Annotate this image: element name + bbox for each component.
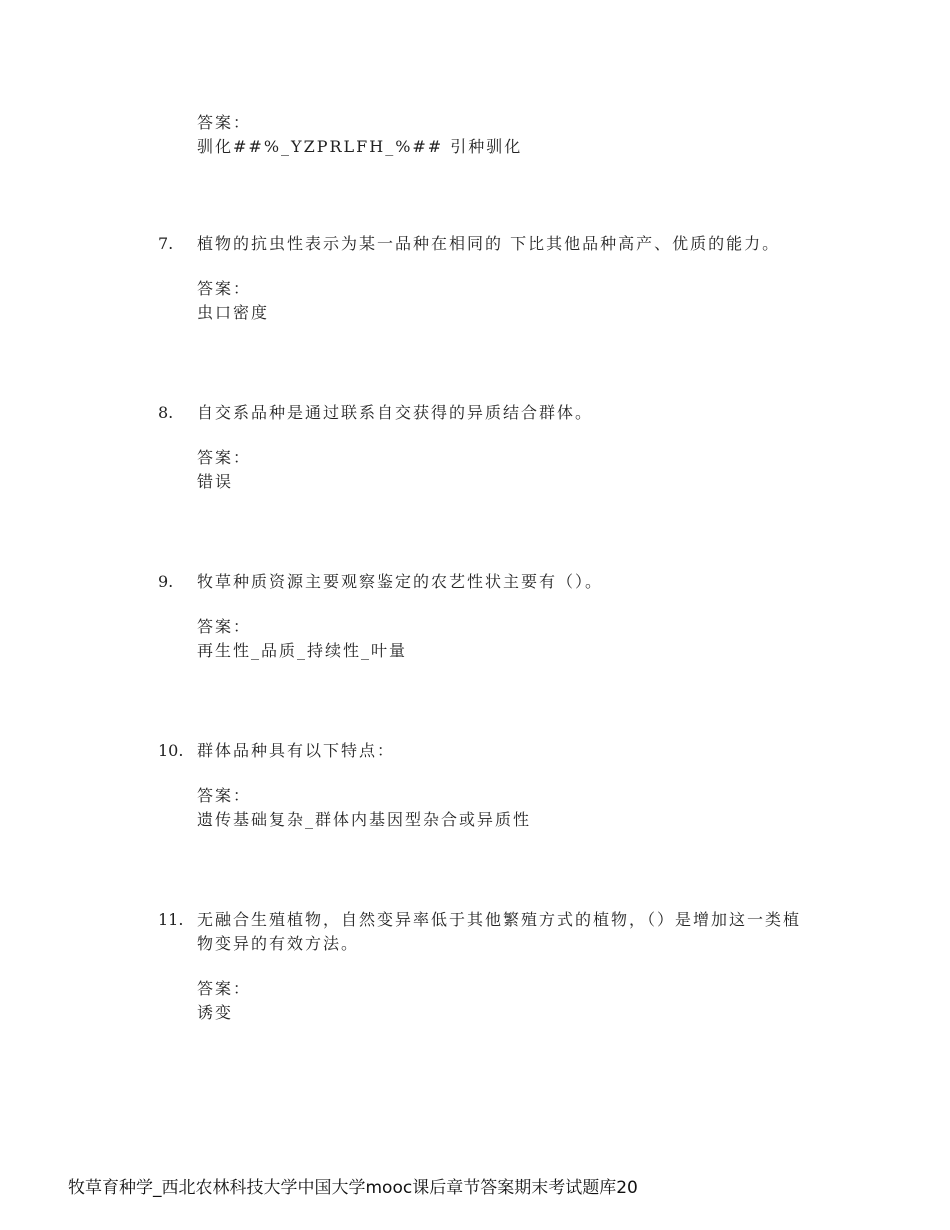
answer-label: 答案： bbox=[197, 979, 252, 998]
top-answer bbox=[197, 111, 522, 159]
answer-text: 错误 bbox=[197, 472, 234, 491]
question-number: 9. bbox=[158, 572, 174, 591]
question-text: 植物的抗虫性表示为某一品种在相同的 下比其他品种高产、优质的能力。 bbox=[197, 234, 781, 253]
answer-label: 答案： bbox=[197, 279, 252, 298]
answer-label: 答案： bbox=[197, 448, 252, 467]
answer-text: 驯化##%_YZPRLFH_%## 引种驯化 bbox=[197, 137, 523, 156]
answer-label: 答案： bbox=[197, 113, 252, 132]
question-answer bbox=[197, 277, 818, 325]
question-answer bbox=[197, 977, 818, 1025]
page-footer: 牧草育种学_西北农林科技大学中国大学mooc课后章节答案期末考试题库20 bbox=[68, 1178, 638, 1198]
question-answer bbox=[197, 784, 818, 832]
question-9 bbox=[158, 570, 818, 663]
answer-text: 再生性_品质_持续性_叶量 bbox=[197, 641, 408, 660]
answer-text: 遗传基础复杂_群体内基因型杂合或异质性 bbox=[197, 810, 532, 829]
question-number: 8. bbox=[158, 403, 174, 422]
question-text: 无融合生殖植物，自然变异率低于其他繁殖方式的植物，（）是增加这一类植物变异的有效方法。 bbox=[197, 910, 802, 953]
question-number: 10. bbox=[158, 741, 184, 760]
question-text: 自交系品种是通过联系自交获得的异质结合群体。 bbox=[197, 403, 594, 422]
question-7 bbox=[158, 232, 818, 325]
question-text: 牧草种质资源主要观察鉴定的农艺性状主要有（）。 bbox=[197, 572, 604, 591]
question-number: 7. bbox=[158, 234, 174, 253]
answer-label: 答案： bbox=[197, 786, 252, 805]
answer-label: 答案： bbox=[197, 617, 252, 636]
answer-text: 诱变 bbox=[197, 1003, 234, 1022]
question-8 bbox=[158, 401, 818, 494]
question-11 bbox=[158, 908, 818, 1025]
question-answer bbox=[197, 446, 818, 494]
answer-text: 虫口密度 bbox=[197, 303, 270, 322]
question-text: 群体品种具有以下特点： bbox=[197, 741, 396, 760]
question-answer bbox=[197, 615, 818, 663]
question-10 bbox=[158, 739, 818, 832]
question-number: 11. bbox=[158, 910, 184, 929]
